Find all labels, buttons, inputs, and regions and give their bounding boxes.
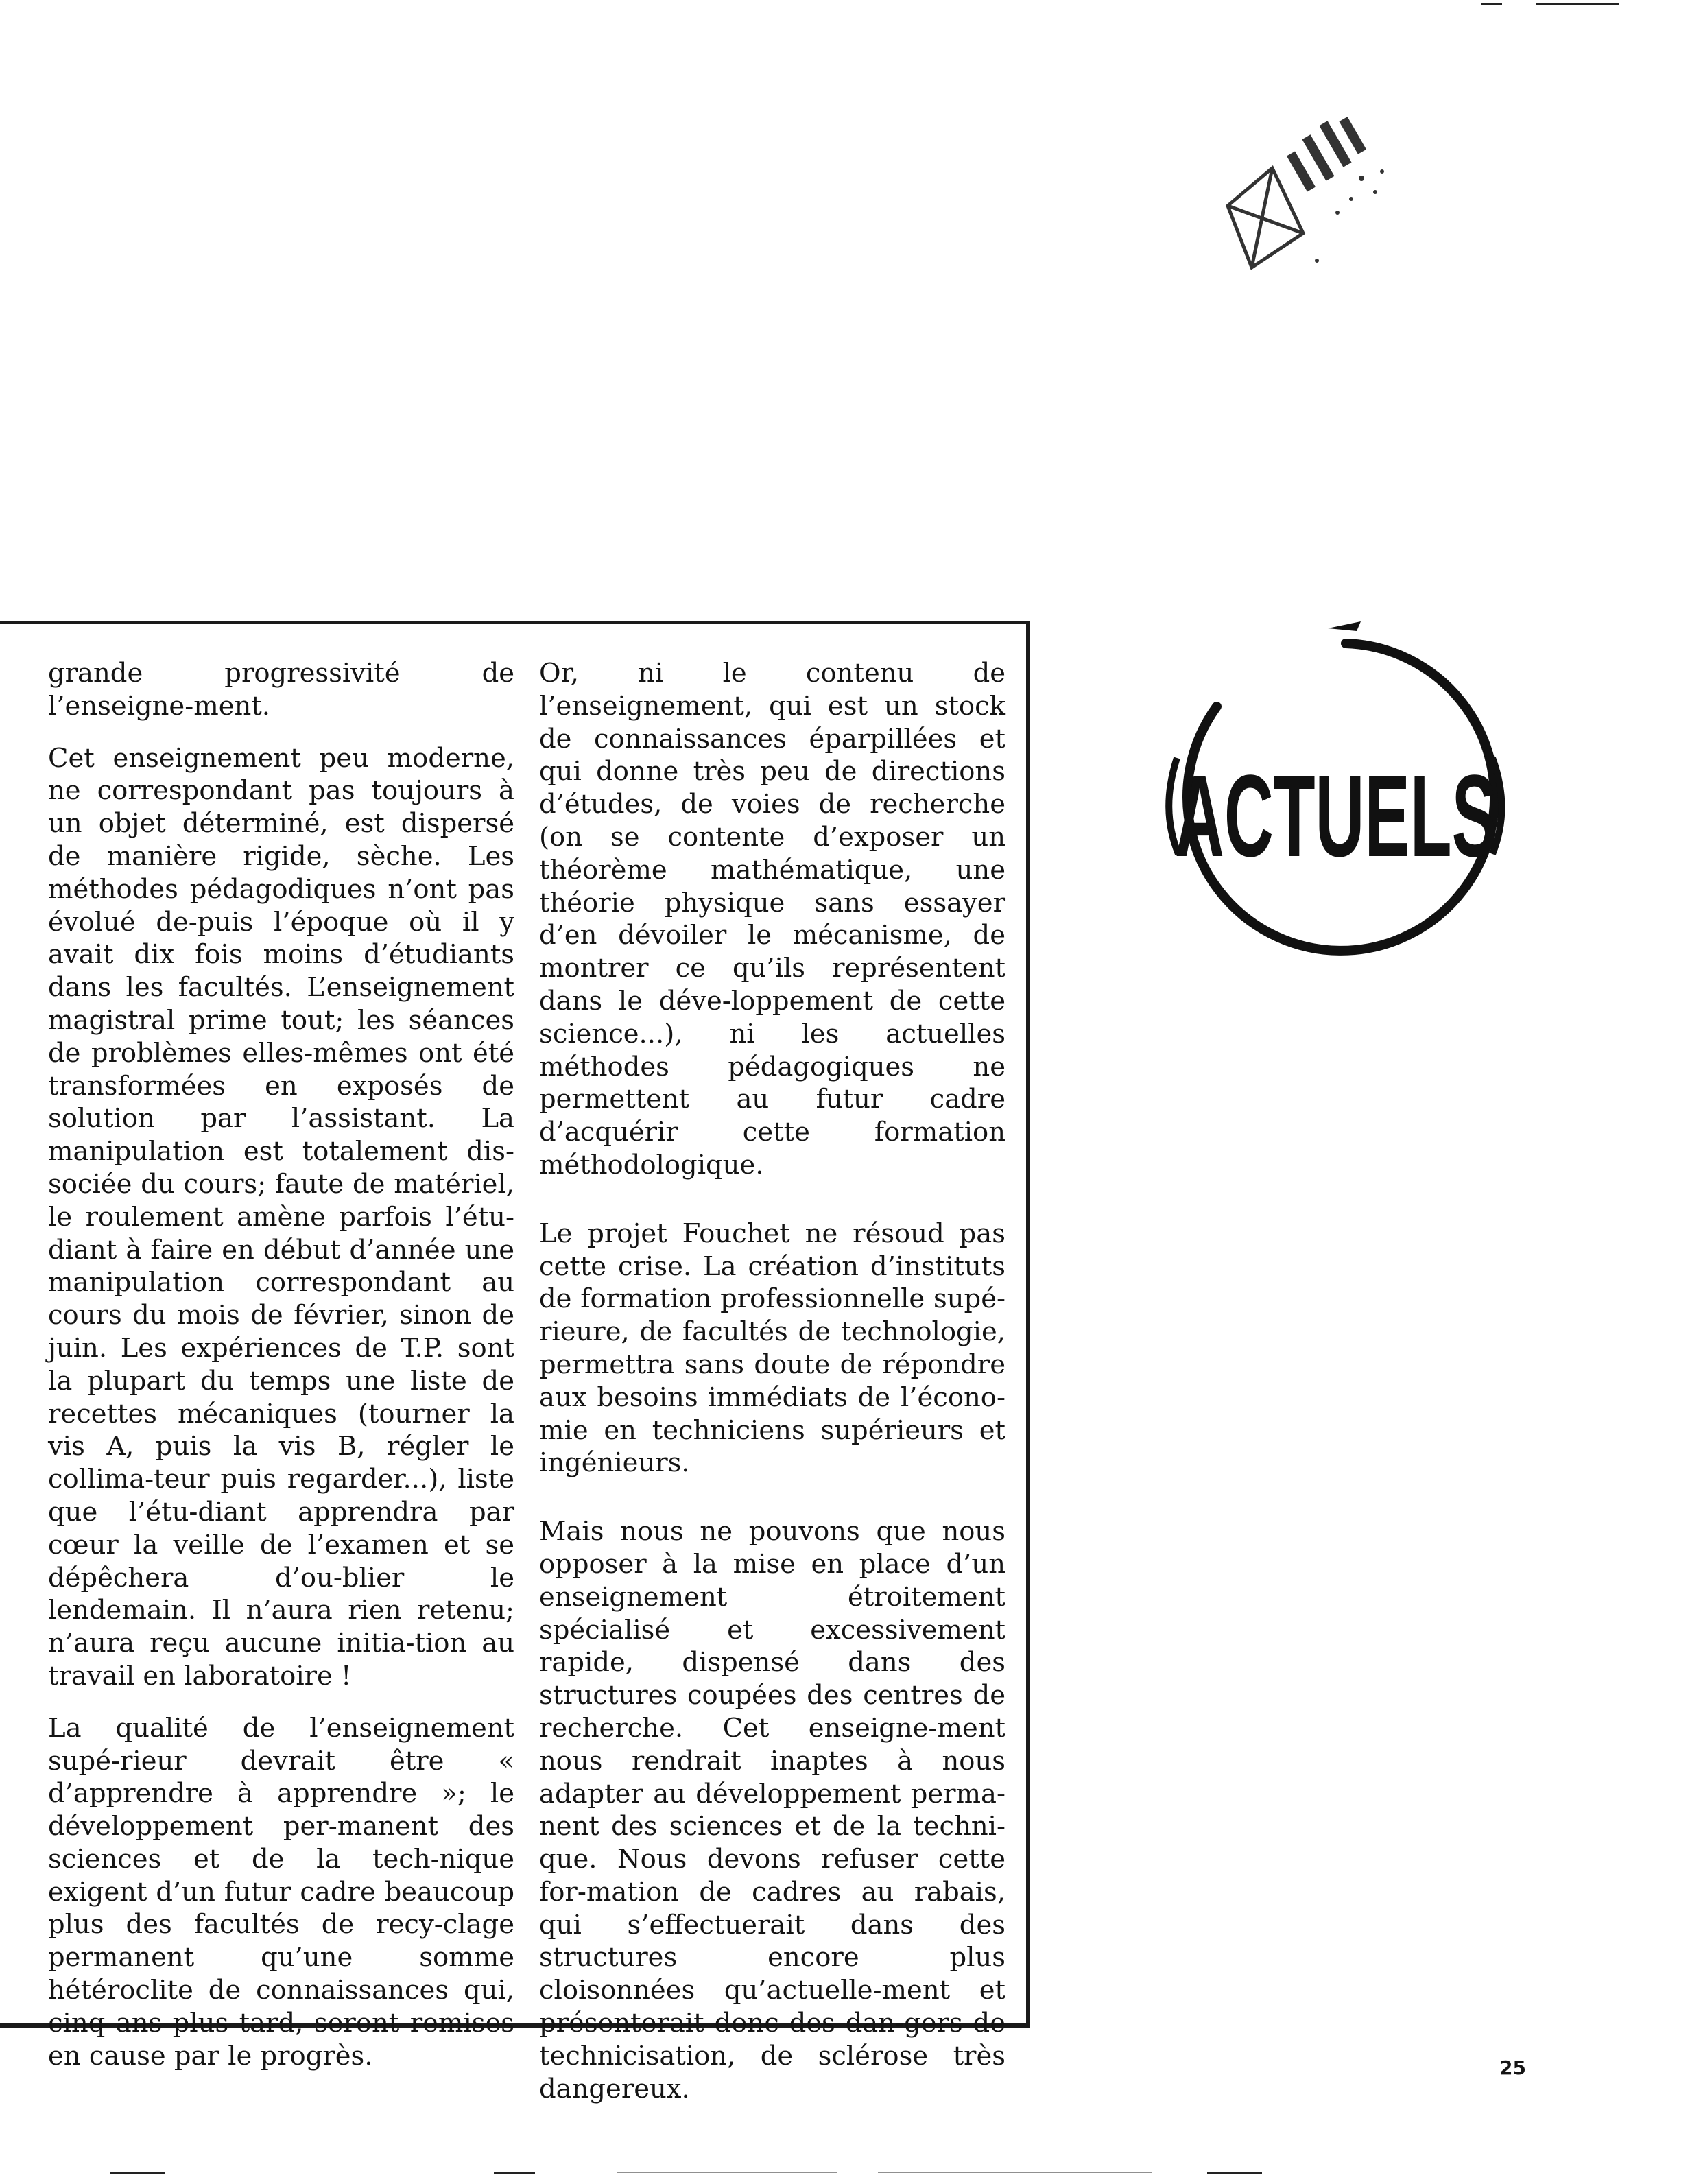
article-column-right	[539, 657, 1005, 2124]
scan-edge-mark	[494, 2172, 535, 2174]
scan-edge-mark	[110, 2172, 165, 2174]
paragraph: Or, ni le contenu de l’enseignement, qui est un stock de connaissances éparpillées et qui donne très peu de directions d’études, de voies de recherche (on se contente d’exposer un théorème mathématique, une théorie physique sans essayer d’en dévoiler le mécanisme, de montrer ce qu’ils représentent dans le déve-loppement de cette science...), ni les actuelles méthodes pédagogiques ne permettent au futur cadre d’acquérir cette formation méthodologique.	[539, 658, 1005, 1180]
paragraph: Le projet Fouchet ne résoud pas cette crise. La création d’instituts de formation professionnelle supé-rieure, de facultés de technologie, permettra sans doute de répondre aux besoins immédiats de l’écono-mie en techniciens supérieurs et ingénieurs.	[539, 1218, 1005, 1479]
actuels-logo	[1143, 604, 1527, 988]
scan-edge-mark	[1481, 3, 1502, 5]
scan-edge-mark	[617, 2172, 837, 2173]
paragraph: La qualité de l’enseignement supé-rieur devrait être « d’apprendre à apprendre »; le développement per-manent des sciences et de la tech-nique exigent d’un futur cadre beaucoup plus des facultés de recy-clage permanent qu’une somme hétéroclite de connaissances qui, cinq ans plus tard, seront remises en cause par le progrès.	[48, 1712, 514, 2072]
scan-edge-mark	[1536, 3, 1619, 5]
page-number: 25	[1499, 2056, 1526, 2079]
stamp-mark	[1214, 103, 1399, 295]
article-column-left	[48, 657, 514, 2091]
paragraph: grande progressivité de l’enseigne-ment.	[48, 658, 514, 722]
paragraph: Cet enseignement peu moderne, ne correspondant pas toujours à un objet déterminé, est dispersé de manière rigide, sèche. Les méthodes pédagodiques n’ont pas évolué de-puis l’époque où il y avait dix fois moins d’étudiants dans les facultés. L’enseignement magistral prime tout; les séances de problèmes elles-mêmes ont été transformées en exposés de solution par l’assistant. La manipulation est totalement dis-sociée du cours; faute de matériel, le roulement amène parfois l’étu-diant à faire en début d’année une manipulation correspondant au cours du mois de février, sinon de juin. Les expériences de T.P. sont la plupart du temps une liste de recettes mécaniques (tourner la vis A, puis la vis B, régler le collima-teur puis regarder...), liste que l’étu-diant apprendra par cœur la veille de l’examen et se dépêchera d’ou-blier le lendemain. Il n’aura rien retenu; n’aura reçu aucune initia-tion au travail en laboratoire !	[48, 742, 514, 1692]
logo-text: ACTUELS	[1175, 751, 1497, 881]
scan-edge-mark	[1207, 2172, 1262, 2174]
paragraph: Mais nous ne pouvons que nous opposer à la mise en place d’un enseignement étroitement spécialisé et excessivement rapide, dispensé dans des structures coupées des centres de recherche. Cet enseigne-ment nous rendrait inaptes à nous adapter au développement perma-nent des sciences et de la techni-que. Nous devons refuser cette for-mation de cadres au rabais, qui s’effectuerait dans des structures encore plus cloisonnées qu’actuelle-ment et présenterait donc des dan-gers de technicisation, de sclérose très dangereux.	[539, 1516, 1005, 2104]
scan-edge-mark	[878, 2172, 1152, 2173]
